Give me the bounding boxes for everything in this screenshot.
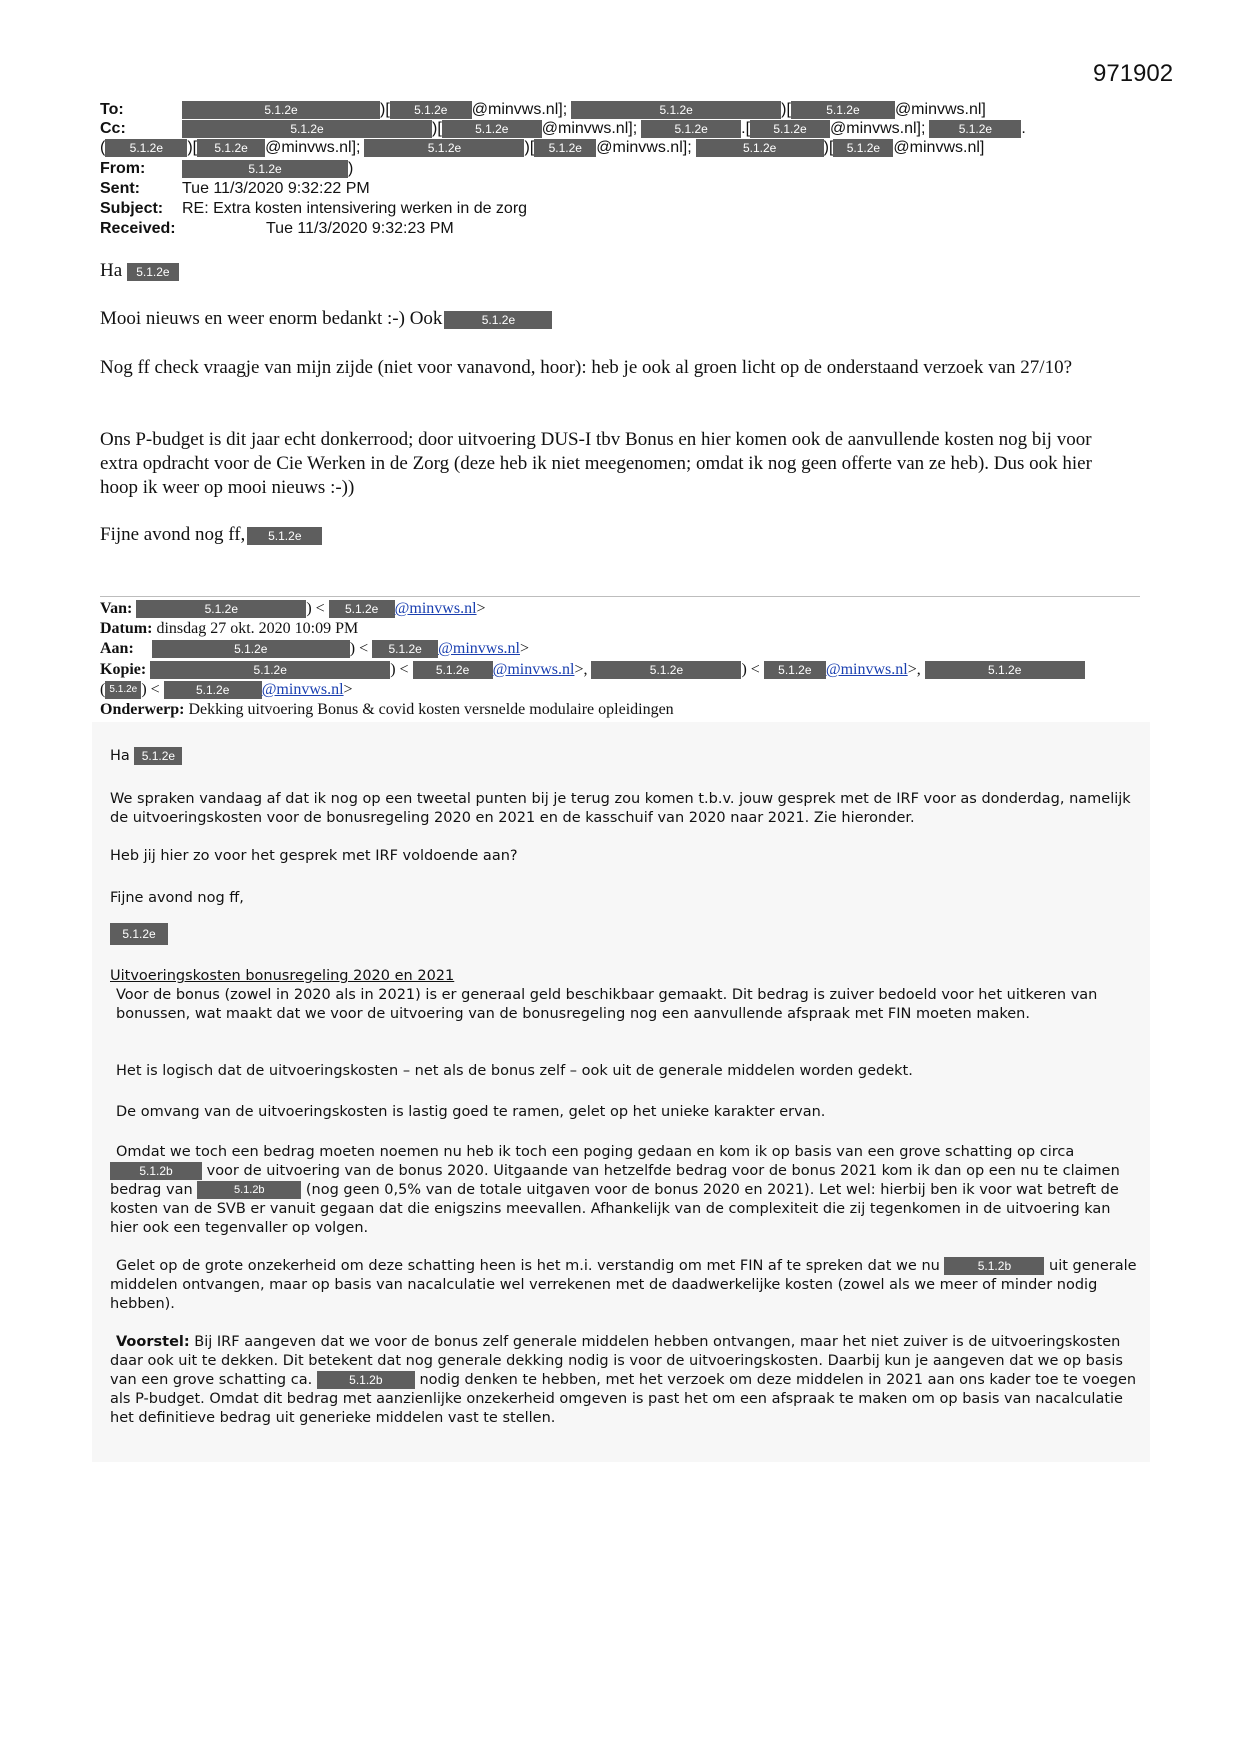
redaction: 5.1.2e [413,661,493,679]
aan-label: Aan: [100,640,134,657]
redaction: 5.1.2e [105,139,187,157]
paragraph-text: voor de uitvoering van de bonus 2020. Uitgaande van hetzelfde bedrag voor de bonus 2021 kom ik dan op een nu te claimen bedrag van [110,1163,1120,1198]
email-domain: @minvws.nl]; [471,101,568,118]
sent-row [100,179,1100,198]
redaction: 5.1.2e [329,600,395,618]
redaction: 5.1.2e [925,661,1085,679]
redaction: 5.1.2e [571,101,781,119]
datum-label: Datum: [100,620,153,637]
redaction: 5.1.2e [442,120,542,138]
body-paragraph-1b: Heb jij hier zo voor het gesprek met IRF voldoende aan? [110,848,518,864]
greeting-text: Ha [100,260,123,281]
body-signature [110,923,1140,945]
paragraph-text: uit generale middelen ontvangen, maar op basis van nacalculatie wel verrekenen met de daadwerkelijke kosten (zowel als we meer of minder nodig hebben). [110,1258,1137,1312]
aan-row: Aan: 5.1.2e ) < 5.1.2e @minvws.nl> [100,640,530,657]
redaction: 5.1.2e [591,661,741,679]
body-paragraph-5 [110,1143,1140,1238]
email-link[interactable]: @minvws.nl [438,640,520,657]
cc-label: Cc: [100,120,126,137]
redaction: 5.1.2e [105,681,141,699]
redaction: 5.1.2e [750,120,830,138]
redaction: 5.1.2e [764,661,826,679]
document-number: 971902 [1093,60,1174,87]
subject-label: Subject: [100,200,164,217]
redaction: 5.1.2e [696,139,824,157]
redaction: 5.1.2e [372,640,438,658]
van-row: Van: 5.1.2e ) < 5.1.2e @minvws.nl> [100,600,486,617]
paragraph-text: Omdat we toch een bedrag moeten noemen nu heb ik toch een poging gedaan en kom ik op basis van een grove schatting op circa [116,1144,1075,1160]
subject-row [100,199,1100,218]
redaction: 5.1.2e [197,139,265,157]
to-label: To: [100,101,124,118]
cc-row-continued: ( 5.1.2e )[ 5.1.2e @minvws.nl]; 5.1.2e )[ 5.1.2e @minvws.nl]; 5.1.2e )[ 5.1.2e @minvws.nl] [100,139,985,156]
from-label: From: [100,160,146,177]
reply-paragraph-1 [100,307,1120,331]
from-row: From: 5.1.2e ) [100,160,354,177]
redaction: 5.1.2e [150,661,390,679]
greeting-text: Ha [110,748,130,764]
section-heading: Uitvoeringskosten bonusregeling 2020 en 2021 [110,968,455,984]
kopie-row: Kopie: 5.1.2e ) < 5.1.2e @minvws.nl>, 5.1.2e ) < 5.1.2e @minvws.nl>, 5.1.2e [100,660,1160,680]
body-paragraph-1: We spraken vandaag af dat ik nog op een tweetal punten bij je terug zou komen t.b.v. jouw gesprek met de IRF voor as donderdag, namelijk de uitvoeringskosten voor de bonusregeling 2020 en 2021 en de kasschuif van 2020 naar 2021. Zie hieronder. [110,791,1131,826]
received-row [100,219,1100,238]
redaction: 5.1.2e [791,101,895,119]
redaction: 5.1.2b [317,1371,415,1389]
body-paragraph-4: De omvang van de uitvoeringskosten is lastig goed te ramen, gelet op het unieke karakter ervan. [116,1104,826,1120]
email-link[interactable]: @minvws.nl [825,661,908,678]
redaction: 5.1.2e [164,681,262,699]
email-domain: @minvws.nl]; [265,139,361,156]
email-link[interactable]: @minvws.nl [492,661,575,678]
paragraph-text: Bij IRF aangeven dat we voor de bonus zelf generale middelen hebben ontvangen, maar het niet zuiver is de uitvoeringskosten daar ook uit te dekken. Dit betekent dat nog generale dekking nodig is voor de uitvoeringskosten. Daarbij kun je aangeven dat we op basis van een grove schatting ca. [110,1334,1123,1388]
subject-value: RE: Extra kosten intensivering werken in de zorg [182,200,528,217]
email-domain: @minvws.nl]; [596,139,692,156]
reply-paragraph-3: Ons P-budget is dit jaar echt donkerrood; door uitvoering DUS-I tbv Bonus en hier komen ook de aanvullende kosten nog bij voor extra opdracht voor de Cie Werken in de Zorg (deze heb ik niet meegenomen; omdat ik nog geen offerte van ze heb). Dus ook hier hoop ik weer op mooi nieuws :-)) [100,429,1092,498]
email-domain: @minvws.nl]; [830,120,926,137]
kopie-row-continued: ( 5.1.2e ) < 5.1.2e @minvws.nl> [100,681,353,698]
van-label: Van: [100,600,133,617]
redaction: 5.1.2e [247,527,322,545]
redaction: 5.1.2e [641,120,741,138]
redaction: 5.1.2e [110,923,168,945]
received-value: Tue 11/3/2020 9:32:23 PM [266,220,454,237]
body-paragraph-3: Het is logisch dat de uitvoeringskosten – net als de bonus zelf – ook uit de generale middelen worden gedekt. [116,1063,913,1079]
kopie-label: Kopie: [100,661,147,678]
email-domain: @minvws.nl]; [541,120,638,137]
redaction: 5.1.2e [182,101,380,119]
body-paragraph-6 [110,1257,1140,1314]
datum-value: dinsdag 27 okt. 2020 10:09 PM [156,620,359,637]
sent-label: Sent: [100,180,140,197]
received-label: Received: [100,220,176,237]
redaction: 5.1.2e [182,160,348,178]
redaction: 5.1.2e [444,311,552,329]
to-row: To: 5.1.2e )[ 5.1.2e @minvws.nl]; 5.1.2e )[ 5.1.2e @minvws.nl] [100,101,986,118]
body-paragraph-2: Voor de bonus (zowel in 2020 als in 2021) is er generaal geld beschikbaar gemaakt. Dit bedrag is zuiver bedoeld voor het uitkeren van bonussen, wat maakt dat we voor de uitvoering van de bonusregeling nog een aanvullende afspraak met FIN moeten maken. [116,987,1098,1022]
redaction: 5.1.2e [364,139,524,157]
closing-text: Fijne avond nog ff, [100,524,246,545]
reply-greeting [100,259,1120,283]
redaction: 5.1.2e [182,120,432,138]
reply-paragraph-2: Nog ff check vraagje van mijn zijde (niet voor vanavond, hoor): heb je ook al groen licht op de onderstaand verzoek van 27/10? [100,357,1073,378]
body-closing: Fijne avond nog ff, [110,890,244,906]
redaction: 5.1.2e [929,120,1021,138]
reply-closing [100,523,1120,547]
email-link[interactable]: @minvws.nl [394,600,477,617]
paragraph-text: Mooi nieuws en weer enorm bedankt :-) Ook [100,308,443,329]
sent-value: Tue 11/3/2020 9:32:22 PM [182,180,370,197]
onderwerp-row [100,700,1160,720]
email-domain: @minvws.nl] [894,101,986,118]
redaction: 5.1.2e [127,263,179,281]
redaction: 5.1.2b [197,1181,301,1199]
onderwerp-label: Onderwerp: [100,701,185,718]
redaction: 5.1.2e [534,139,596,157]
redaction: 5.1.2e [134,747,182,765]
separator-line [100,596,1140,597]
redaction: 5.1.2b [944,1257,1044,1275]
redaction: 5.1.2e [390,101,472,119]
paragraph-text: nodig denken te hebben, met het verzoek om deze middelen in 2021 aan ons kader toe te voegen als P-budget. Omdat dit bedrag met aanzienlijke onzekerheid omgeven is past het om een afspraak te maken om op basis van nacalculatie het definitieve bedrag uit generieke middelen vast te stellen. [110,1372,1137,1426]
redaction: 5.1.2b [110,1162,202,1180]
redaction: 5.1.2e [833,139,893,157]
paragraph-text: Gelet op de grote onzekerheid om deze schatting heen is het m.i. verstandig om met FIN af te spreken dat we nu [116,1258,940,1274]
redaction: 5.1.2e [136,600,306,618]
body-paragraph-7 [110,1333,1140,1428]
datum-row [100,619,1160,639]
cc-row: Cc: 5.1.2e )[ 5.1.2e @minvws.nl]; 5.1.2e .[ 5.1.2e @minvws.nl]; 5.1.2e . [100,120,1026,137]
body-greeting [110,747,1140,766]
email-domain: @minvws.nl] [893,139,985,156]
redaction: 5.1.2e [152,640,350,658]
onderwerp-value: Dekking uitvoering Bonus & covid kosten versnelde modulaire opleidingen [188,701,674,718]
voorstel-label: Voorstel: [116,1334,190,1350]
paragraph-text: (nog geen 0,5% van de totale uitgaven voor de bonus 2020 en 2021). Let wel: hierbij ben ik voor wat betreft de kosten van de SVB er vanuit gegaan dat die enigszins meevallen. Afhankelijk van de complexiteit die zij tegenkomen in de uitvoering kan hier ook een tegenvaller op volgen. [110,1182,1119,1236]
email-link[interactable]: @minvws.nl [261,681,344,698]
